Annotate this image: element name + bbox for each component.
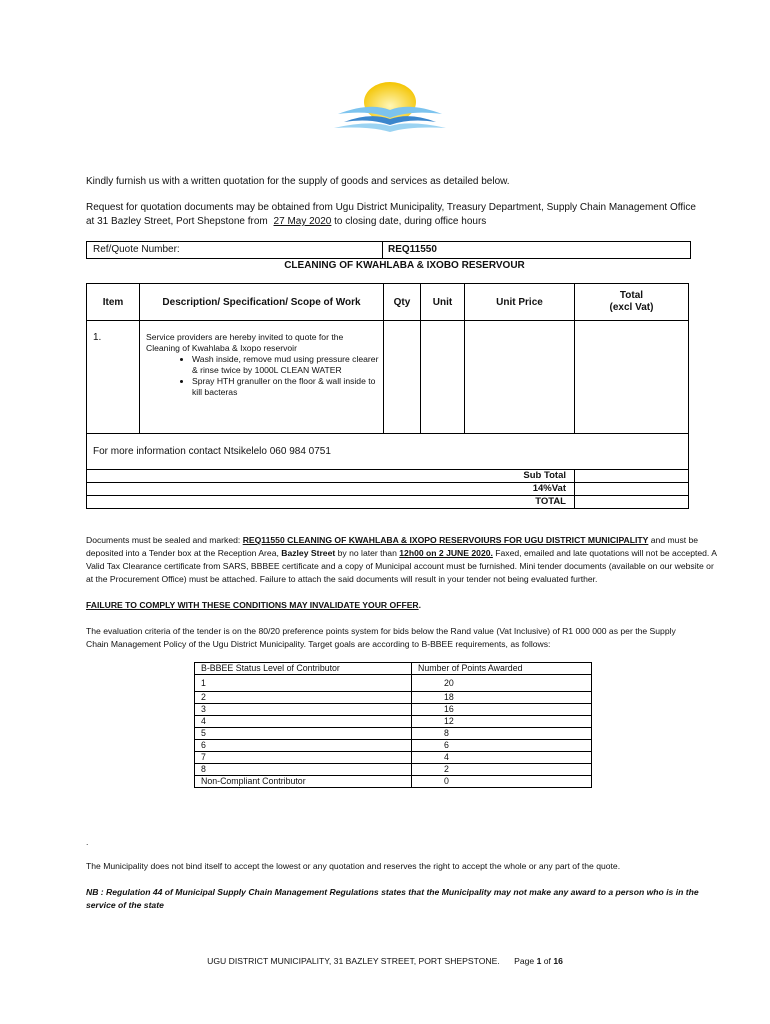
item-number: 1. — [87, 321, 140, 434]
bbee-row — [195, 692, 592, 704]
item-description — [140, 321, 384, 434]
bbee-header-level: B-BBEE Status Level of Contributor — [195, 663, 412, 675]
header-item: Item — [87, 284, 140, 321]
docs-intro: Documents must be sealed and marked: — [86, 535, 241, 545]
total-value-cell[interactable] — [575, 496, 689, 509]
bbee-points: 2 — [412, 764, 592, 776]
header-unit: Unit — [421, 284, 465, 321]
bbee-row — [195, 776, 592, 788]
bbee-level: 7 — [195, 752, 412, 764]
item-bullet-2: • Spray HTH granuller on the floor & wall inside to kill bacteras — [192, 376, 379, 398]
intro-line-1: Kindly furnish us with a written quotation for the supply of goods and services as detailed below. — [86, 176, 510, 187]
bbee-row — [195, 704, 592, 716]
subtotal-row — [87, 470, 689, 483]
contact-row — [87, 434, 689, 470]
bbee-header-row — [195, 663, 592, 675]
header-total — [575, 284, 689, 321]
bbee-level: 6 — [195, 740, 412, 752]
docs-requirements: Faxed, emailed and late quotations will not be accepted. A Valid Tax Clearance certificate from SARS, BBBEE certificate and a copy of Municipal account must be furnished. Mini tender documents (available on our website or at the Procurement Office) must be attached. Failure to attach the said documents will result in your tender not being evaluated further. — [86, 548, 717, 584]
quote-header-row — [87, 284, 689, 321]
item-unit-cell[interactable] — [421, 321, 465, 434]
stray-dot: . — [86, 837, 89, 847]
header-total-line1: Total — [619, 290, 644, 301]
bbee-points: 12 — [412, 716, 592, 728]
header-unit-price: Unit Price — [465, 284, 575, 321]
bbee-row — [195, 728, 592, 740]
vat-value-cell[interactable] — [575, 483, 689, 496]
total-label: TOTAL — [87, 496, 575, 509]
subtotal-value-cell[interactable] — [575, 470, 689, 483]
footer — [0, 956, 770, 966]
docs-street: Bazley Street — [281, 548, 336, 558]
bbee-points: 6 — [412, 740, 592, 752]
footer-page-number: 1 — [536, 956, 542, 966]
ref-label: Ref/Quote Number: — [93, 244, 180, 255]
failure-dot: . — [418, 600, 422, 610]
item-qty-cell[interactable] — [384, 321, 421, 434]
ref-title: CLEANING OF KWAHLABA & IXOBO RESERVOUR — [284, 260, 525, 271]
vat-label: 14%Vat — [87, 483, 575, 496]
failure-warning — [86, 599, 421, 612]
total-row — [87, 496, 689, 509]
header-qty: Qty — [384, 284, 421, 321]
docs-deadline-text: by no later than — [337, 548, 397, 558]
bbee-level: 4 — [195, 716, 412, 728]
ref-value: REQ11550 — [388, 244, 437, 255]
bbee-level: 3 — [195, 704, 412, 716]
footer-address: UGU DISTRICT MUNICIPALITY, 31 BAZLEY STREET, PORT SHEPSTONE. — [207, 956, 500, 966]
intro-request-text: Request for quotation documents may be obtained from Ugu District Municipality, Treasury Department, Supply Chain Management Office at 31 Bazley Street, Port Shepstone from — [86, 202, 696, 227]
item-desc-intro: Service providers are hereby invited to quote for the Cleaning of Kwahlaba & Ixopo reservoir — [146, 332, 344, 353]
footer-page-total: 16 — [553, 956, 563, 966]
bbee-points: 18 — [412, 692, 592, 704]
bbee-row — [195, 740, 592, 752]
bbee-level: 1 — [195, 675, 412, 692]
bbee-level: 8 — [195, 764, 412, 776]
nb-regulation: NB : Regulation 44 of Municipal Supply Chain Management Regulations states that the Municipality may not make any award to a person who is in the service of the state — [86, 887, 699, 910]
subtotal-label: Sub Total — [87, 470, 575, 483]
bbee-points: 16 — [412, 704, 592, 716]
quote-item-row — [87, 321, 689, 434]
item-bullet-list — [146, 354, 379, 398]
docs-deposit: and must be deposited into a Tender box at the Reception Area, — [86, 535, 699, 558]
intro-date: 27 May 2020 — [273, 216, 332, 227]
failure-text: FAILURE TO COMPLY WITH THESE CONDITIONS MAY INVALIDATE YOUR OFFER — [86, 600, 419, 610]
item-bullet-1: • Wash inside, remove mud using pressure clearer & rinse twice by 1000L CLEAN WATER — [192, 354, 379, 376]
footer-of-word: of — [543, 956, 551, 966]
quote-table — [86, 283, 689, 509]
item-unit-price-cell[interactable] — [465, 321, 575, 434]
bbee-header-points: Number of Points Awarded — [412, 663, 592, 675]
bbee-row — [195, 752, 592, 764]
ref-box — [86, 241, 691, 259]
bbee-row — [195, 675, 592, 692]
bbee-level: 5 — [195, 728, 412, 740]
docs-deadline: 12h00 on 2 JUNE 2020. — [399, 548, 493, 558]
footer-page-word: Page — [514, 956, 535, 966]
contact-info: For more information contact Ntsikelelo 060 984 0751 — [87, 434, 689, 470]
municipality-note: The Municipality does not bind itself to accept the lowest or any quotation and reserves the right to accept the whole or any part of the quote. — [86, 861, 621, 871]
bbee-points: 8 — [412, 728, 592, 740]
bbee-table — [194, 662, 592, 788]
header-description: Description/ Specification/ Scope of Work — [140, 284, 384, 321]
bbee-level: Non-Compliant Contributor — [195, 776, 412, 788]
vat-row — [87, 483, 689, 496]
evaluation-paragraph: The evaluation criteria of the tender is on the 80/20 preference points system for bids below the Rand value (Vat Inclusive) of R1 000 000 as per the Supply Chain Management Policy of the Ugu District Municipality. Target goals are according to B-BBEE requirements, as follows: — [86, 626, 676, 649]
docs-marking: REQ11550 CLEANING OF KWAHLABA & IXOPO RESERVOIURS FOR UGU DISTRICT MUNICIPALITY — [242, 535, 649, 545]
bbee-points: 20 — [412, 675, 592, 692]
intro-closing-text: to closing date, during office hours — [334, 216, 487, 227]
ugu-logo — [330, 78, 450, 136]
intro-line-2 — [86, 201, 698, 229]
bbee-row — [195, 716, 592, 728]
bbee-level: 2 — [195, 692, 412, 704]
item-total-cell[interactable] — [575, 321, 689, 434]
header-total-line2: (excl Vat) — [609, 302, 654, 313]
ref-divider — [382, 242, 383, 258]
bbee-points: 0 — [412, 776, 592, 788]
documents-paragraph — [86, 534, 721, 586]
bbee-points: 4 — [412, 752, 592, 764]
bbee-row — [195, 764, 592, 776]
